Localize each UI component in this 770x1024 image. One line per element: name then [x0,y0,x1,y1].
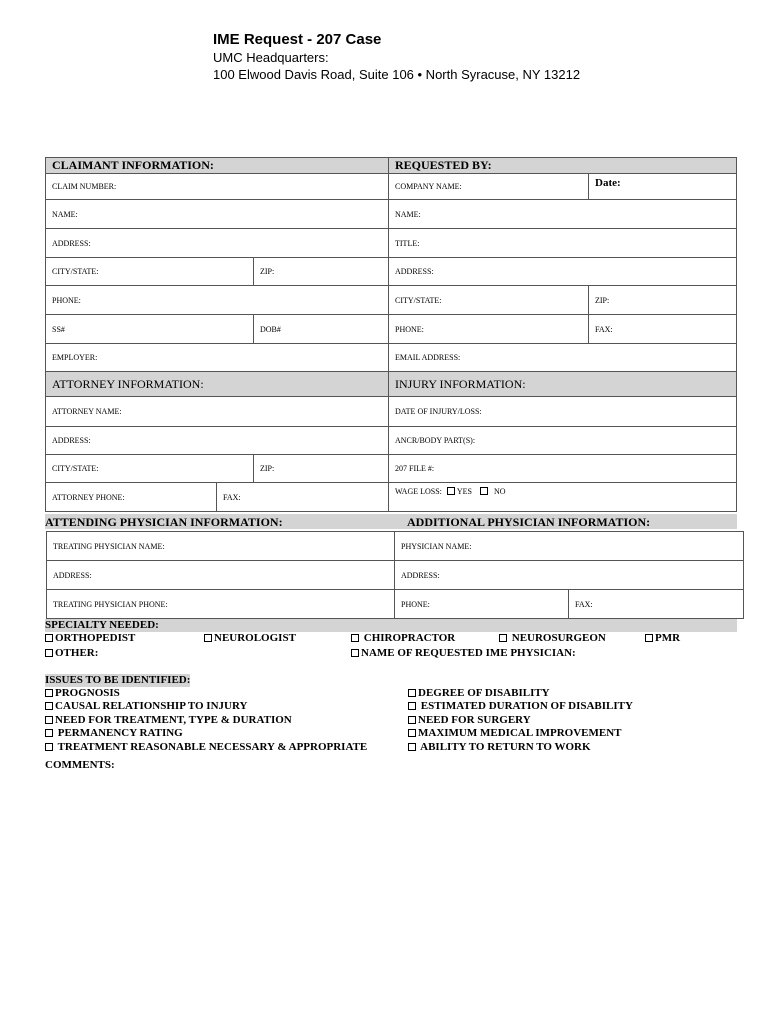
requester-fax-field[interactable]: FAX: [589,315,737,344]
wage-loss-yes-label: YES [456,487,473,496]
neurologist-option[interactable] [204,632,296,645]
attorney-phone-field[interactable]: ATTORNEY PHONE: [46,483,217,512]
issue-degree-of-disability[interactable] [408,687,550,700]
chiropractor-checkbox[interactable] [351,634,359,642]
permanency-rating-checkbox[interactable] [45,729,53,737]
additional-physician-fax-field[interactable]: FAX: [569,590,744,619]
requested-by-section-heading: REQUESTED BY: [389,158,737,174]
claimant-address-field[interactable]: ADDRESS: [46,229,389,258]
claimant-section-heading: CLAIMANT INFORMATION: [46,158,389,174]
ability-to-return-checkbox[interactable] [408,743,416,751]
prognosis-label: PROGNOSIS [55,687,120,699]
other-label: OTHER: [55,647,99,659]
requester-zip-field[interactable]: ZIP: [589,286,737,315]
degree-of-disability-label: DEGREE OF DISABILITY [418,687,550,699]
ability-to-return-label: ABILITY TO RETURN TO WORK [420,741,591,753]
estimated-duration-label: ESTIMATED DURATION OF DISABILITY [420,700,633,712]
claimant-phone-field[interactable]: PHONE: [46,286,389,315]
issues-heading: ISSUES TO BE IDENTIFIED: [45,674,191,686]
claimant-city-state-field[interactable]: CITY/STATE: [46,258,254,286]
physician-band [45,514,737,529]
orthopedist-label: ORTHOPEDIST [55,632,136,644]
treating-physician-name-field[interactable]: TREATING PHYSICIAN NAME: [47,532,395,561]
attorney-section-heading: ATTORNEY INFORMATION: [46,372,389,397]
requester-name-field[interactable]: NAME: [389,200,737,229]
requester-address-field[interactable]: ADDRESS: [389,258,737,286]
additional-physician-phone-field[interactable]: PHONE: [395,590,569,619]
document-header [213,30,580,83]
injury-date-field[interactable]: DATE OF INJURY/LOSS: [389,397,737,427]
treating-physician-phone-field[interactable]: TREATING PHYSICIAN PHONE: [47,590,395,619]
attorney-city-state-field[interactable]: CITY/STATE: [46,455,254,483]
neurologist-checkbox[interactable] [204,634,212,642]
pmr-label: PMR [655,632,681,644]
pmr-option[interactable] [645,632,680,645]
wage-loss-no-label: NO [494,487,506,496]
issue-causal-relationship[interactable] [45,700,247,713]
need-for-treatment-label: NEED FOR TREATMENT, TYPE & DURATION [55,714,292,726]
issue-permanency-rating[interactable] [45,727,183,740]
chiropractor-label: CHIROPRACTOR [363,632,456,644]
neurosurgeon-label: NEUROSURGEON [511,632,606,644]
requester-city-state-field[interactable]: CITY/STATE: [389,286,589,315]
issue-need-for-treatment[interactable] [45,714,292,727]
maximum-medical-improvement-checkbox[interactable] [408,729,416,737]
attorney-address-field[interactable]: ADDRESS: [46,427,389,455]
estimated-duration-checkbox[interactable] [408,702,416,710]
headquarters-address: 100 Elwood Davis Road, Suite 106 • North Syracuse, NY 13212 [213,67,581,82]
headquarters-label: UMC Headquarters: [213,50,329,65]
comments-label: COMMENTS: [45,759,115,771]
wage-loss-yes-checkbox[interactable] [447,487,455,495]
ss-field[interactable]: SS# [46,315,254,344]
claim-number-field[interactable]: CLAIM NUMBER: [46,174,389,200]
causal-relationship-label: CAUSAL RELATIONSHIP TO INJURY [55,700,248,712]
need-for-treatment-checkbox[interactable] [45,716,53,724]
attorney-name-field[interactable]: ATTORNEY NAME: [46,397,389,427]
specialty-band [45,619,737,632]
dob-field[interactable]: DOB# [254,315,389,344]
requester-title-field[interactable]: TITLE: [389,229,737,258]
permanency-rating-label: PERMANENCY RATING [57,727,183,739]
orthopedist-checkbox[interactable] [45,634,53,642]
requested-ime-physician-option[interactable] [351,647,576,660]
file-number-field[interactable]: 207 FILE #: [389,455,737,483]
requested-ime-physician-checkbox[interactable] [351,649,359,657]
issue-prognosis[interactable] [45,687,120,700]
neurosurgeon-checkbox[interactable] [499,634,507,642]
specialty-heading: SPECIALTY NEEDED: [45,619,159,631]
prognosis-checkbox[interactable] [45,689,53,697]
issue-maximum-medical-improvement[interactable] [408,727,621,740]
date-field[interactable]: Date: [589,174,737,200]
claimant-name-field[interactable]: NAME: [46,200,389,229]
need-for-surgery-label: NEED FOR SURGERY [418,714,531,726]
issue-need-for-surgery[interactable] [408,714,531,727]
body-parts-field[interactable]: ANCR/BODY PART(S): [389,427,737,455]
additional-physician-address-field[interactable]: ADDRESS: [395,561,744,590]
issue-ability-to-return[interactable] [408,741,591,754]
issue-treatment-reasonable[interactable] [45,741,367,754]
wage-loss-label: WAGE LOSS: [395,487,442,496]
wage-loss-field [389,483,737,512]
need-for-surgery-checkbox[interactable] [408,716,416,724]
degree-of-disability-checkbox[interactable] [408,689,416,697]
other-checkbox[interactable] [45,649,53,657]
neurologist-label: NEUROLOGIST [214,632,296,644]
employer-field[interactable]: EMPLOYER: [46,344,389,372]
requester-phone-field[interactable]: PHONE: [389,315,589,344]
chiropractor-option[interactable] [351,632,455,645]
attorney-zip-field[interactable]: ZIP: [254,455,389,483]
pmr-checkbox[interactable] [645,634,653,642]
treating-physician-address-field[interactable]: ADDRESS: [47,561,395,590]
treatment-reasonable-label: TREATMENT REASONABLE NECESSARY & APPROPRIATE [57,741,368,753]
additional-physician-name-field[interactable]: PHYSICIAN NAME: [395,532,744,561]
other-option[interactable] [45,647,98,660]
maximum-medical-improvement-label: MAXIMUM MEDICAL IMPROVEMENT [418,727,622,739]
email-address-field[interactable]: EMAIL ADDRESS: [389,344,737,372]
physician-table [46,531,744,619]
orthopedist-option[interactable] [45,632,135,645]
injury-section-heading: INJURY INFORMATION: [389,372,737,397]
company-name-field[interactable]: COMPANY NAME: [389,174,589,200]
claimant-zip-field[interactable]: ZIP: [254,258,389,286]
neurosurgeon-option[interactable] [499,632,606,645]
wage-loss-no-checkbox[interactable] [480,487,488,495]
treatment-reasonable-checkbox[interactable] [45,743,53,751]
main-form-table [45,157,737,512]
causal-relationship-checkbox[interactable] [45,702,53,710]
issue-estimated-duration[interactable] [408,700,633,713]
page-title: IME Request - 207 Case [213,31,382,48]
attending-physician-heading: ATTENDING PHYSICIAN INFORMATION: [45,515,283,529]
additional-physician-heading: ADDITIONAL PHYSICIAN INFORMATION: [407,515,651,529]
requested-ime-physician-label: NAME OF REQUESTED IME PHYSICIAN: [361,647,576,659]
attorney-fax-field[interactable]: FAX: [217,483,389,512]
